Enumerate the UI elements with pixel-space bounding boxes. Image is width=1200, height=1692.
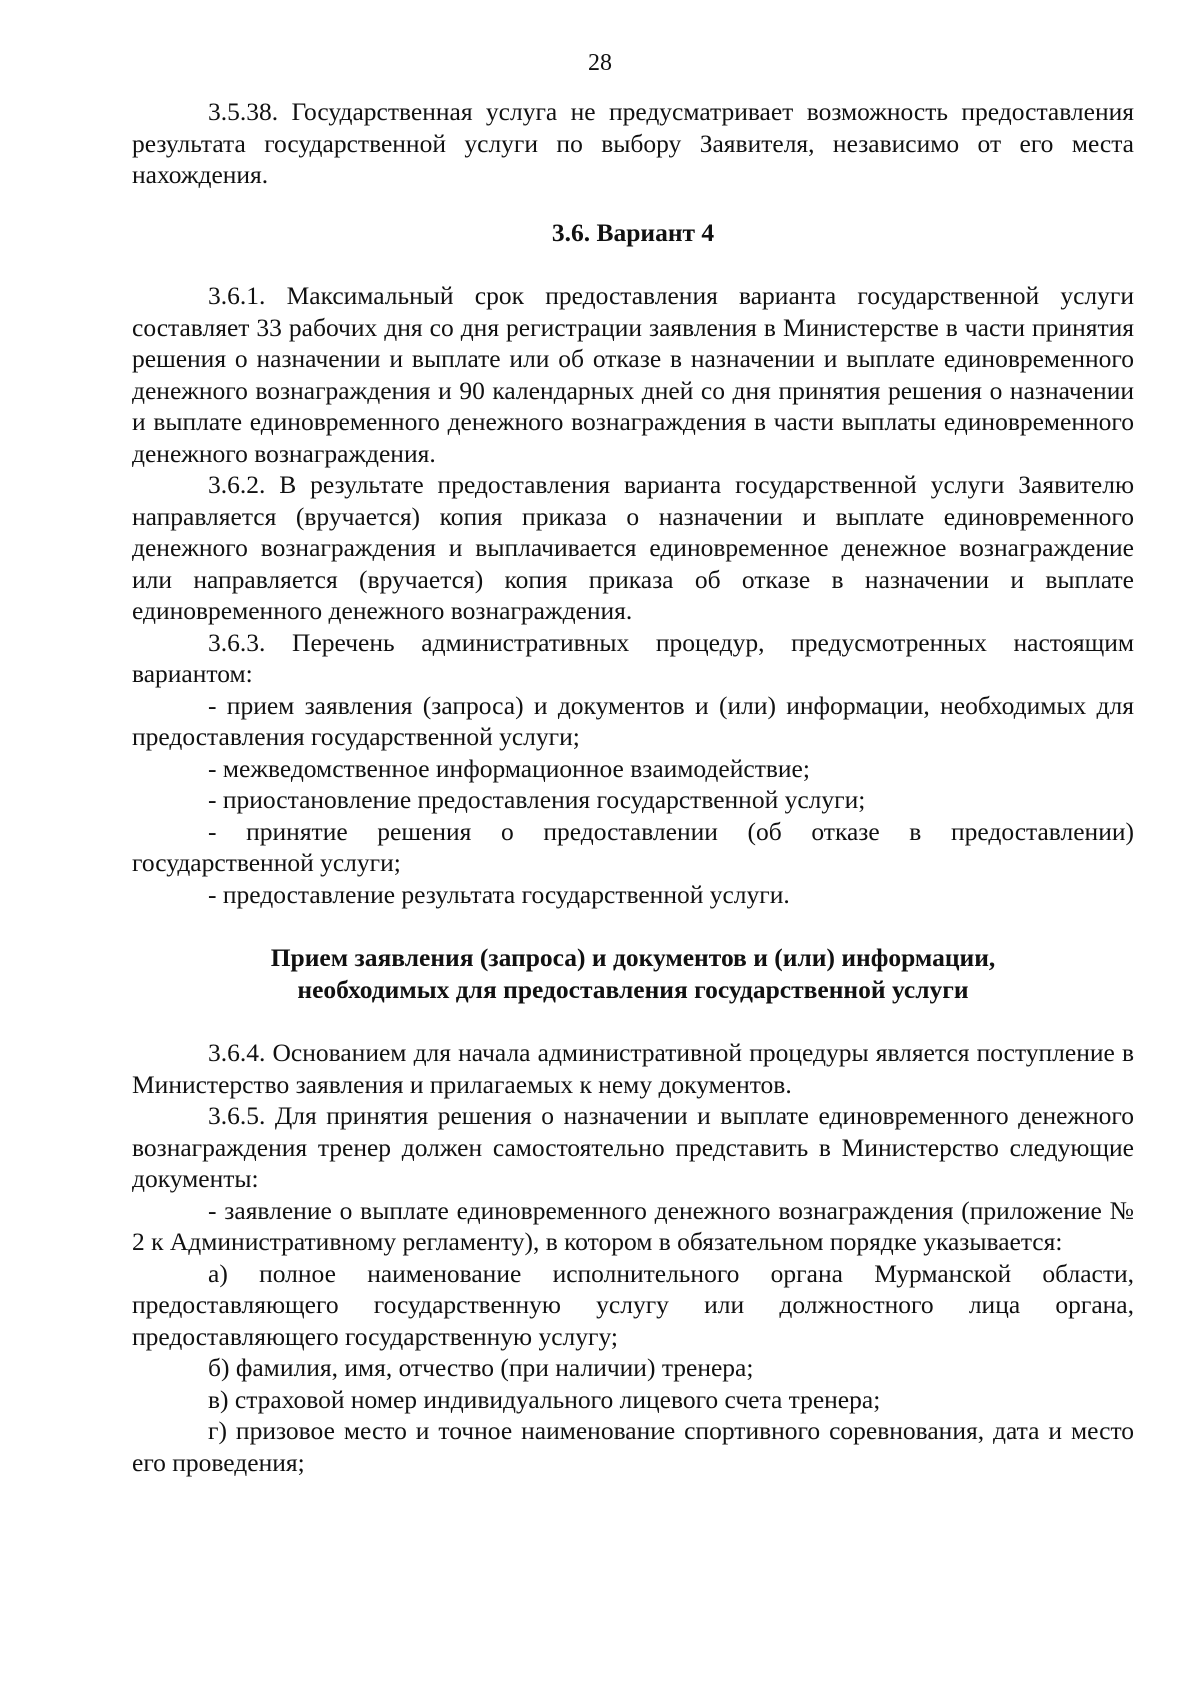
list-item: - принятие решения о предоставлении (об отказе в предоставлении) государственной услуги; [132,816,1134,877]
section-heading-priem-line1: Прием заявления (запроса) и документов и (или) информации, [270,943,996,972]
paragraph-3-6-1: 3.6.1. Максимальный срок предоставления варианта государственной услуги составляет 33 рабочих дня со дня регистрации заявления в Министерстве в части принятия решения о назначении и выплате или об отказе в назначении и выплате единовременного денежного вознаграждения и 90 календарных дней со дня принятия решения о назначении и выплате единовременного денежного вознаграждения в части выплаты единовременного денежного вознаграждения. [132,281,1134,468]
paragraph-3-6-2: 3.6.2. В результате предоставления варианта государственной услуги Заявителю направляется (вручается) копия приказа о назначении и выплате единовременного денежного вознаграждения и выплачивается единовременное денежное вознаграждение или направляется (вручается) копия приказа об отказе в назначении и выплате единовременного денежного вознаграждения. [132,470,1134,625]
sub-item-v: в) страховой номер индивидуального лицевого счета тренера; [208,1384,881,1414]
section-heading-priem-line2: необходимых для предоставления государственной услуги [297,974,969,1004]
list-item: - приостановление предоставления государственной услуги; [208,785,866,814]
list-item: - прием заявления (запроса) и документов и (или) информации, необходимых для предоставления государственной услуги; [132,690,1134,751]
paragraph-3-6-4: 3.6.4. Основанием для начала административной процедуры является поступление в Министерство заявления и прилагаемых к нему документов. [132,1038,1134,1099]
paragraph-3-6-5: 3.6.5. Для принятия решения о назначении и выплате единовременного денежного вознаграждения тренер должен самостоятельно представить в Министерство следующие документы: [132,1101,1134,1193]
section-heading-priem [132,942,1134,1005]
paragraph-3-5-38: 3.5.38. Государственная услуга не предусматривает возможность предоставления результата государственной услуги по выбору Заявителя, независимо от его места нахождения. [132,97,1134,189]
section-heading-3-6: 3.6. Вариант 4 [551,217,715,247]
list-item: - межведомственное информационное взаимодействие; [208,753,810,783]
page-number: 28 [588,50,612,76]
paragraph-3-6-3: 3.6.3. Перечень административных процедур, предусмотренных настоящим вариантом: [132,627,1134,688]
list-item: - предоставление результата государственной услуги. [208,879,790,909]
document-body [132,96,1134,1478]
list-item: - заявление о выплате единовременного денежного вознаграждения (приложение № 2 к Административному регламенту), в котором в обязательном порядке указывается: [132,1195,1134,1256]
sub-item-g: г) призовое место и точное наименование спортивного соревнования, дата и место его проведения; [132,1416,1134,1477]
sub-item-a: а) полное наименование исполнительного органа Мурманской области, предоставляющего государственную услугу или должностного лица органа, предоставляющего государственную услугу; [132,1258,1134,1351]
sub-item-b: б) фамилия, имя, отчество (при наличии) тренера; [208,1353,754,1382]
